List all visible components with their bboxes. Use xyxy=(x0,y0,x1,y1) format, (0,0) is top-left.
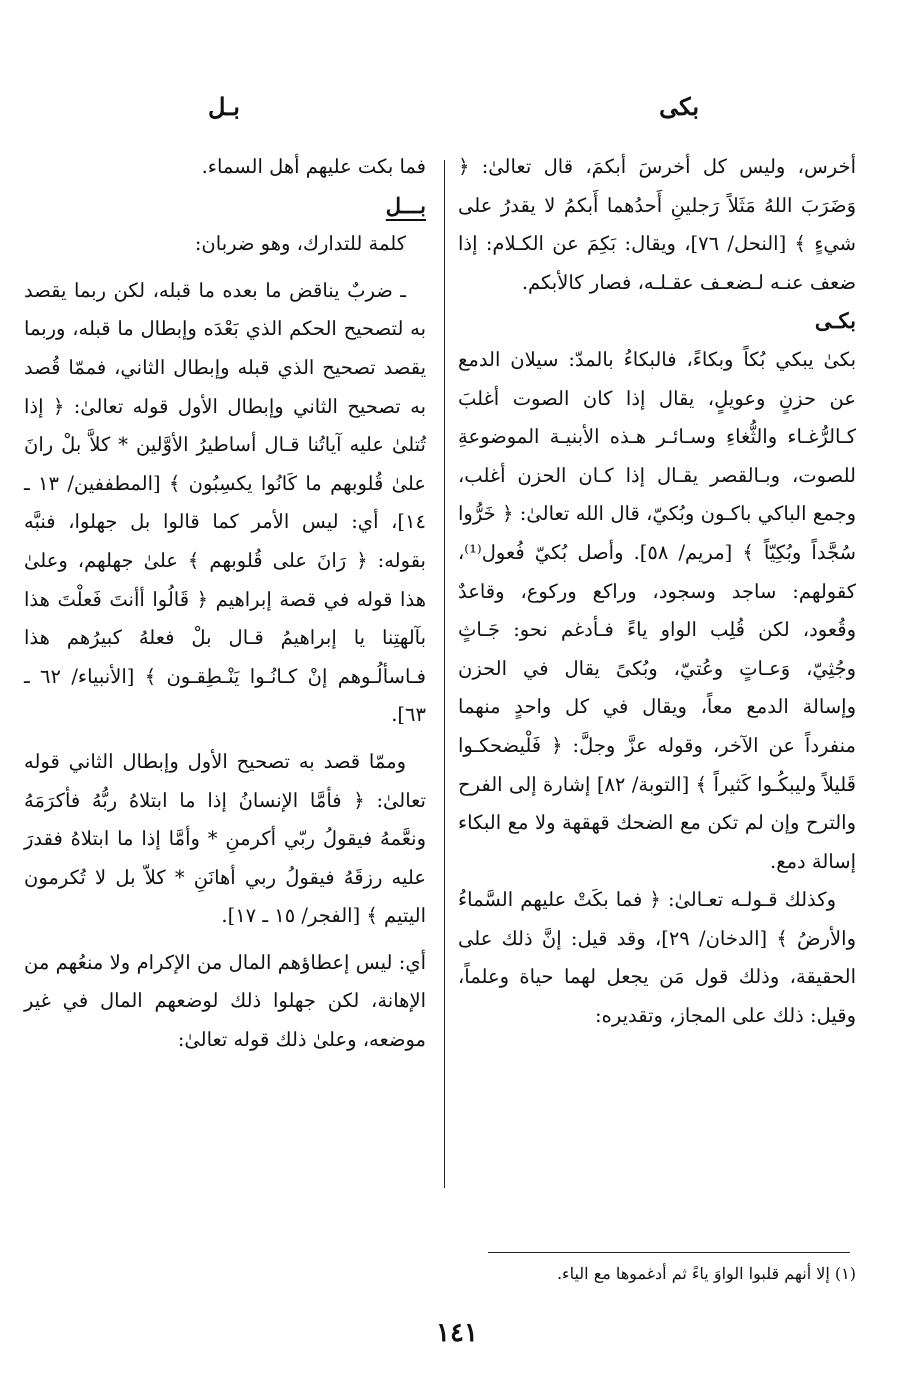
entry-heading-bal: بـــل xyxy=(385,192,426,218)
entry-bka-paragraph: بكىٰ يبكي بُكاً وبكاءً، فالبكاءُ بالمدّ: سيلان الدمع عن حزنٍ وعويلٍ، يقال إذا كان الصوت أغلبَ كـالرُّغـاء والثُّغاءِ وسـائـر هـذه الأبنيـة الموضوعةِ للصوت، وبـالقصر يقـال إذا كـان الحزن أغلب، وجمع الباكي باكـون وبُكيّ، قال الله تعالىٰ: ﴿ خَرُّوا سُجَّداً وبُكِيّاً ﴾ [مريم/ ٥٨]. وأصل بُكيّ فُعول⁽¹⁾، كقولهم: ساجد وسجود، وراكع وركوع، وقاعدٌ وقُعود، لكن قُلِب الواو ياءً فـأدغم نحو: جَـاثٍ وجُثِيّ، وَعـاتٍ وعُتيّ، وبُكىً يقال في الحزن وإسالة الدمع معاً، ويقال في كل واحدٍ منهما منفرداً عن الآخر، وقوله عزَّ وجلَّ: ﴿ فَلْيضحكـوا قَليلاً وليبكُـوا كَثيراً ﴾ [التوبة/ ٨٢] إشارة إلى الفرح والترح وإن لم تكن مع الضحك قهقهة ولا مع البكاء إسالة دمع. xyxy=(458,347,857,873)
entry-bka-paragraph-2: وكذلك قـولـه تعـالىٰ: ﴿ فما بكَتْ عليهم السَّماءُ والأرضُ ﴾ [الدخان/ ٢٩]، وقد قيل: إنَّ ذلك على الحقيقة، وذلك قول مَن يجعل لهما حياة وعلماً، وقيل: ذلك على المجاز، وتقديره: xyxy=(458,888,856,1028)
entry-bal-paragraph-3: أي: ليس إعطاؤهم المال من الإكرام ولا منعُهم من الإهانة، لكن جهلوا ذلك لوضعهم المال في غير موضعه، وعلىٰ ذلك قوله تعالىٰ: xyxy=(24,950,426,1052)
column-divider xyxy=(444,160,445,1188)
right-column xyxy=(458,148,856,1036)
footnote: (١) إلا أنهم قلبوا الواوَ ياءً ثم أدغموها مع الياء. xyxy=(556,1264,856,1283)
left-column-header: بـل xyxy=(208,92,240,121)
entry-bal-paragraph-2: وممّا قصد به تصحيح الأول وإبطال الثاني قوله تعالىٰ: ﴿ فأمَّا الإنسانُ إذا ما ابتلاهُ ربُّهُ فأكرَمَهُ ونعَّمهُ فيقولُ ربّي أكرمنِ * وأمَّا إذا ما ابتلاهُ فقدرَ عليه رزقَهُ فيقولُ ربي أهانَنِ * كلاّ بل لا تُكرمون اليتيم ﴾ [الفجر/ ١٥ ـ ١٧]. xyxy=(24,749,426,928)
entry-bka-continuation: فما بكت عليهم أهل السماء. xyxy=(201,155,426,178)
entry-bal-paragraph-1: ـ ضربٌ يناقض ما بعده ما قبله، لكن ربما يقصد به لتصحيح الحكم الذي بَعْدَه وإبطال ما قبله، وربما يقصد تصحيح الذي قبله وإبطال الثاني، فممّا قُصد به تصحيح الثاني وإبطال الأول قوله تعالىٰ: ﴿ إذا تُتلىٰ عليه آياتُنا قـال أساطيرُ الأوَّلين * كلاَّ بلْ رانَ علىٰ قُلوبهم ما كَانُوا يكسِبُون ﴾ [المطففين/ ١٣ ـ ١٤]، أي: ليس الأمر كما قالوا بل جهلوا، فنبَّه بقوله: ﴿ رَانَ على قُلوبهم ﴾ علىٰ جهلهم، وعلىٰ هذا قوله في قصة إبراهيم ﴿ قَالُوا أأنتَ فَعلْتَ هذا بآلهتِنا يا إبراهيمُ قـال بلْ فعلهُ كبيرُهم هذا فـاسألُـوهم إنْ كـانُـوا يَنْـطِقـون ﴾ [الأنبياء/ ٦٢ ـ ٦٣]. xyxy=(24,278,427,727)
left-column xyxy=(24,148,426,1060)
entry-bkm-continuation: أخرس، وليس كل أخرسَ أبكمَ، قال تعالىٰ: ﴿ وَضَرَبَ اللهُ مَثَلاً رَجلينِ أَحدُهما أَبكمُ لا يقدرُ على شيءٍ ﴾ [النحل/ ٧٦]، ويقال: بَكِمَ عن الكـلام: إذا ضعف عنـه لـضعـف عقـلـه، فصار كالأبكم. xyxy=(458,155,856,294)
entry-bal-definition: كلمة للتدارك، وهو ضربان: xyxy=(194,232,406,256)
page-number: ١٤١ xyxy=(436,1318,478,1348)
footnote-divider xyxy=(488,1252,850,1253)
right-column-header: بكى xyxy=(659,92,699,121)
entry-heading-bka: بكـى xyxy=(814,308,856,334)
